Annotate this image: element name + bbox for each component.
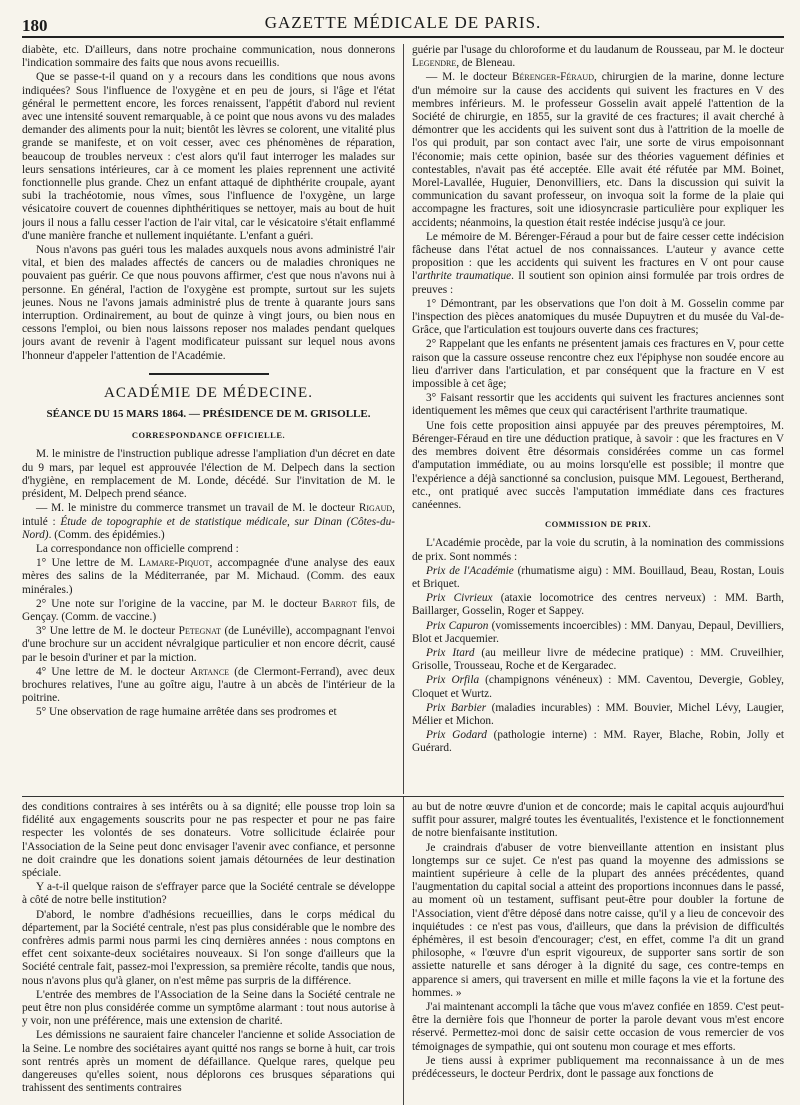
paragraph: L'entrée des membres de l'Association de la Seine dans la Société centrale ne peut être non plus considérée comme un symptôme alarmant : tout nous autorise à y voir, non une préférence, mais une extension de charité. bbox=[22, 988, 395, 1028]
paragraph: M. le ministre de l'instruction publique adresse l'ampliation d'un décret en date du 9 mars, par lequel est approuvée l'élection de M. Delpech dans la section d'hygiène, en remplacement de M. Londe, décédé. Sur l'invitation de M. le président, M. Delpech prend séance. bbox=[22, 448, 395, 501]
paragraph: 1° Démontrant, par les observations que l'on doit à M. Gosselin comme par l'inspection des pièces anatomiques du musée Dupuytren et du musée du Val-de-Grâce, que l'articulation est toujours ouverte dans ces fractures; bbox=[412, 297, 784, 337]
paragraph: — M. le docteur Bérenger-Féraud, chirurgien de la marine, donne lecture d'un mémoire sur la cause des accidents qui suivent les fractures en V des membres inférieurs. M. le professeur Gosselin avait appelé l'attention de la Société de chirurgie, en 1855, sur la gravité de ces fractures; il avait cherché à démontrer que les accidents qui les suivent sont dus à l'attrition de la moelle de l'os qui produit, par son contact avec l'air, une sorte de virus empoisonnant l'économie; mais cette opinion, basée sur des théories vaguement définies et contestables, n'avait pas été acceptée. Elle avait été réfutée par MM. Boinet, Morel-Lavallée, Huguier, Denonvilliers, etc. Dans la discussion qui suivit la communication du savant professeur, on invoqua soit la forme de la plaie qui accompagne les fractures, soit une idiosyncrasie particulière pour expliquer les accidents; néanmoins, la question était restée indécise jusqu'à ce jour. bbox=[412, 71, 784, 229]
upper-columns bbox=[22, 44, 784, 794]
prize-entry: Prix Godard (pathologie interne) : MM. Rayer, Blache, Robin, Jolly et Guérard. bbox=[412, 729, 784, 755]
paragraph: diabète, etc. D'ailleurs, dans notre prochaine communication, nous donnerons l'indication sommaire des faits que nous avons recueillis. bbox=[22, 44, 395, 70]
paragraph: 4° Une lettre de M. le docteur Artance (de Clermont-Ferrand), avec deux brochures relatives, l'une au goître aigu, l'autre à un abcès de l'intérieur de la poitrine. bbox=[22, 665, 395, 705]
paragraph: D'abord, le nombre d'adhésions recueillies, dans le corps médical du département, par la Société centrale, n'est pas plus considérable que le nombre des confrères admis parmi nous parmi les cinq dernières années : nous comptons en effet cent soixante-deux sociétaires nouveaux. Si l'on songe d'ailleurs que la Société centrale fait, passez-moi l'expression, sa première récolte, tandis que nous, nous n'avons plus qu'à glaner, on n'est même pas surpris de la différence. bbox=[22, 908, 395, 987]
prize-entry: Prix Civrieux (ataxie locomotrice des centres nerveux) : MM. Barth, Baillarger, Gosselin, Roger et Sappey. bbox=[412, 592, 784, 618]
page-number: 180 bbox=[22, 16, 48, 35]
prize-entry: Prix Capuron (vomissements incoercibles) : MM. Danyau, Depaul, Devilliers, Blot et Jacquemier. bbox=[412, 619, 784, 645]
lower-columns bbox=[22, 796, 784, 1105]
page-header bbox=[22, 10, 784, 38]
paragraph: Y a-t-il quelque raison de s'effrayer parce que la Société centrale se développe à côté de notre belle institution? bbox=[22, 881, 395, 907]
paragraph: 5° Une observation de rage humaine arrêtée dans ses prodromes et bbox=[36, 706, 337, 719]
paragraph: 3° Faisant ressortir que les accidents qui suivent les fractures anciennes sont identiquement les mêmes que ceux qui caractérisent l'arthrite traumatique. bbox=[412, 392, 784, 418]
paragraph: Les démissions ne sauraient faire chanceler l'ancienne et solide Association de la Seine. Le nombre des sociétaires ayant quitté nos rangs se borne à huit, car trois sont rentrés après un moment de défaillance. Quelque rares, quelque peu dangereuses qu'elles soient, nous déplorons ces brusques séparations qui trahissent des sentiments contraires bbox=[22, 1029, 395, 1095]
left-column-bottom bbox=[22, 797, 403, 1105]
paragraph: J'ai maintenant accompli la tâche que vous m'avez confiée en 1859. C'est peut-être la dernière fois que l'honneur de porter la parole devant vous m'est encore réservé. Permettez-moi donc de saisir cette occasion de vous remercier de vos témoignages de sympathie, qui ont soutenu mon courage et mes efforts. bbox=[412, 1001, 784, 1053]
paragraph: 3° Une lettre de M. le docteur Petegnat (de Lunéville), accompagnant l'envoi d'une brochure sur un accident névralgique particulier et non encore décrit, causé par le besoin d'uriner et par la miction. bbox=[22, 625, 395, 664]
paragraph: Que se passe-t-il quand on y a recours dans les conditions que nous avons indiquées? Sous l'influence de l'oxygène et en peu de jours, si l'âge et l'état général le permettent encore, les forces renaissent, l'appétit d'abord nul revient avec une intensité souvent remarquable, à ce point que nous avons vu des malades demander des aliments pour la nuit; bientôt les lèvres se colorent, une vitalité plus grande se manifeste, et on voit cesser, avec ces phénomènes de réparation, beaucoup de troubles nerveux : c'est alors qu'il faut interroger les malades sur leurs sensations intérieures, car à ce moment les plaies reprennent une activité fonctionnelle plus grande. Chez un enfant attaqué de diphthérite croupale, ayant subi la trachéotomie, nous vîmes, sous l'influence de l'oxygène, un large vésicatoire couvert de couennes diphthéritiques se nettoyer, mais au bout de huit jours il nous a fallu cesser l'action de l'air vital, car le vésicatoire s'était enflammé d'une manière franche et nullement inquiétante. L'enfant a guéri. bbox=[22, 71, 395, 242]
prize-entry: Prix de l'Académie (rhumatisme aigu) : MM. Bouillaud, Beau, Rostan, Louis et Briquet. bbox=[412, 564, 784, 590]
paragraph: Une fois cette proposition ainsi appuyée par des preuves péremptoires, M. Bérenger-Féraud en tire une déduction pratique, à savoir : que les fractures en V des membres doivent être désormais considérées comme un cas formel d'amputation immédiate, ou au moins lorsqu'elle est possible; il montre que l'expérience a déjà sanctionné sa conclusion, puisque MM. Legouest, Bertherand, etc., ont pratiqué avec succès l'amputation immédiate dans ces fractures canéennes. bbox=[412, 419, 784, 511]
paragraph: — M. le ministre du commerce transmet un travail de M. le docteur Rigaud, intulé : Étude de topographie et de statistique médicale, sur Dinan (Côtes-du-Nord). (Comm. des épidémies.) bbox=[22, 502, 395, 541]
prize-entry: Prix Itard (au meilleur livre de médecine pratique) : MM. Cruveilhier, Grisolle, Trousseau, Roche et de Kergaradec. bbox=[412, 646, 784, 673]
prize-entry: Prix Orfila (champignons vénéneux) : MM. Caventou, Devergie, Gobley, Cloquet et Wurtz. bbox=[412, 674, 784, 700]
paragraph: 2° Une note sur l'origine de la vaccine, par M. le docteur Barrot fils, de Gençay. (Comm. de vaccine.) bbox=[22, 597, 395, 623]
subheading-commission: COMMISSION DE PRIX. bbox=[544, 519, 652, 530]
paragraph: L'Académie procède, par la voie du scrutin, à la nomination des commissions de prix. Sont nommés : bbox=[412, 537, 784, 563]
paragraph: Le mémoire de M. Bérenger-Féraud a pour but de faire cesser cette indécision fâcheuse dans l'état actuel de nos connaissances. L'auteur y avance cette proposition : que les accidents qui suivent les fractures en V ont pour cause l'arthrite traumatique. Il soutient son opinion ainsi formulée par trois ordres de preuves : bbox=[412, 230, 784, 296]
journal-title: GAZETTE MÉDICALE DE PARIS. bbox=[264, 13, 542, 32]
paragraph: Je craindrais d'abuser de votre bienveillante attention en insistant plus longtemps sur ce sujet. Ce n'est pas quand la moyenne des admissions se maintient supérieure à celle de la plupart des années précédentes, quand l'augmentation du capital social a atteint des proportions inconnues dans le passé, au moment où un testament, suffisant peut-être pour doubler la fortune de l'Association, vient d'être déposé dans notre caisse, qu'il y a lieu de concevoir des inquiétudes : ce n'est pas vous, d'ailleurs, que dans la prévision de difficultés éphémères, il est besoin d'encourager; c'est, en effet, comme l'a dit un grand philosophe, « l'œuvre d'un esprit vigoureux, de supporter sans sortir de son assiette naturelle et sans déroger à la dignité du sage, ces contre-temps en apparence si amers, qui traversent en mille et mille façons la vie et la fortune des hommes. » bbox=[412, 841, 784, 999]
section-title: ACADÉMIE DE MÉDECINE. bbox=[104, 384, 313, 401]
left-column-top bbox=[22, 44, 403, 794]
prize-entry: Prix Barbier (maladies incurables) : MM. Bouvier, Michel Lévy, Laugier, Mélier et Michon. bbox=[412, 701, 784, 727]
subheading-correspondance: CORRESPONDANCE OFFICIELLE. bbox=[131, 430, 286, 441]
paragraph: guérie par l'usage du chloroforme et du laudanum de Rousseau, par M. le docteur Legendre, de Bleneau. bbox=[412, 44, 784, 70]
paragraph: Nous n'avons pas guéri tous les malades auxquels nous avons administré l'air vital, et bien des malades affectés de cancers ou de maladies chroniques ne pouvaient pas guérir. Ce que nous pouvons affirmer, c'est que nous n'avons nui à personne. En général, l'action de l'oxygène est prompte, surtout sur les sujets jeunes. Nous ne l'avons jamais administré plus de trente à quarante jours sans interruption. Ordinairement, au bout de quinze à vingt jours, ou bien nous en cessons l'emploi, ou bien nous laissons reposer nos malades pendant quelques jours avant de revenir à l'agent modificateur puissant sur lequel nous avons l'honneur d'appeler l'attention de l'Académie. bbox=[22, 244, 395, 362]
right-column-bottom bbox=[403, 797, 784, 1105]
paragraph: 1° Une lettre de M. Lamare-Piquot, accompagnée d'une analyse des eaux mères des salins de la Méditerranée, par M. Michaud. (Comm. des eaux minérales.) bbox=[22, 557, 395, 596]
right-column-top bbox=[403, 44, 784, 794]
paragraph: au but de notre œuvre d'union et de concorde; mais le capital acquis aujourd'hui suffit pour assurer, malgré toutes les éventualités, l'existence et le fonctionnement de notre bienfaisante institution. bbox=[412, 801, 784, 840]
paragraph: des conditions contraires à ses intérêts ou à sa dignité; elle pousse trop loin sa fidélité aux engagements souscrits pour ne pas respecter et pour ne pas faire respecter les volontés de ses donateurs. Votre sollicitude éclairée pour l'Association de la Seine peut donc envisager l'avenir avec confiance, et personne ne doit craindre que les donations soient jamais détournées de leur destination spéciale. bbox=[22, 801, 395, 880]
paragraph: 2° Rappelant que les enfants ne présentent jamais ces fractures en V, pour cette raison que la cassure osseuse rencontre chez eux l'épiphyse non soudée encore au lieu d'arriver dans l'articulation, et par conséquent que la fracture en V est impossible à cet âge; bbox=[412, 338, 784, 391]
paragraph: La correspondance non officielle comprend : bbox=[36, 542, 239, 555]
seance-heading: SÉANCE DU 15 MARS 1864. — PRÉSIDENCE DE M. GRISOLLE. bbox=[46, 408, 371, 421]
paragraph: Je tiens aussi à exprimer publiquement ma reconnaissance à un de mes prédécesseurs, le docteur Perdrix, dont le passage aux fonctions de bbox=[412, 1054, 784, 1081]
section-divider bbox=[149, 373, 269, 375]
